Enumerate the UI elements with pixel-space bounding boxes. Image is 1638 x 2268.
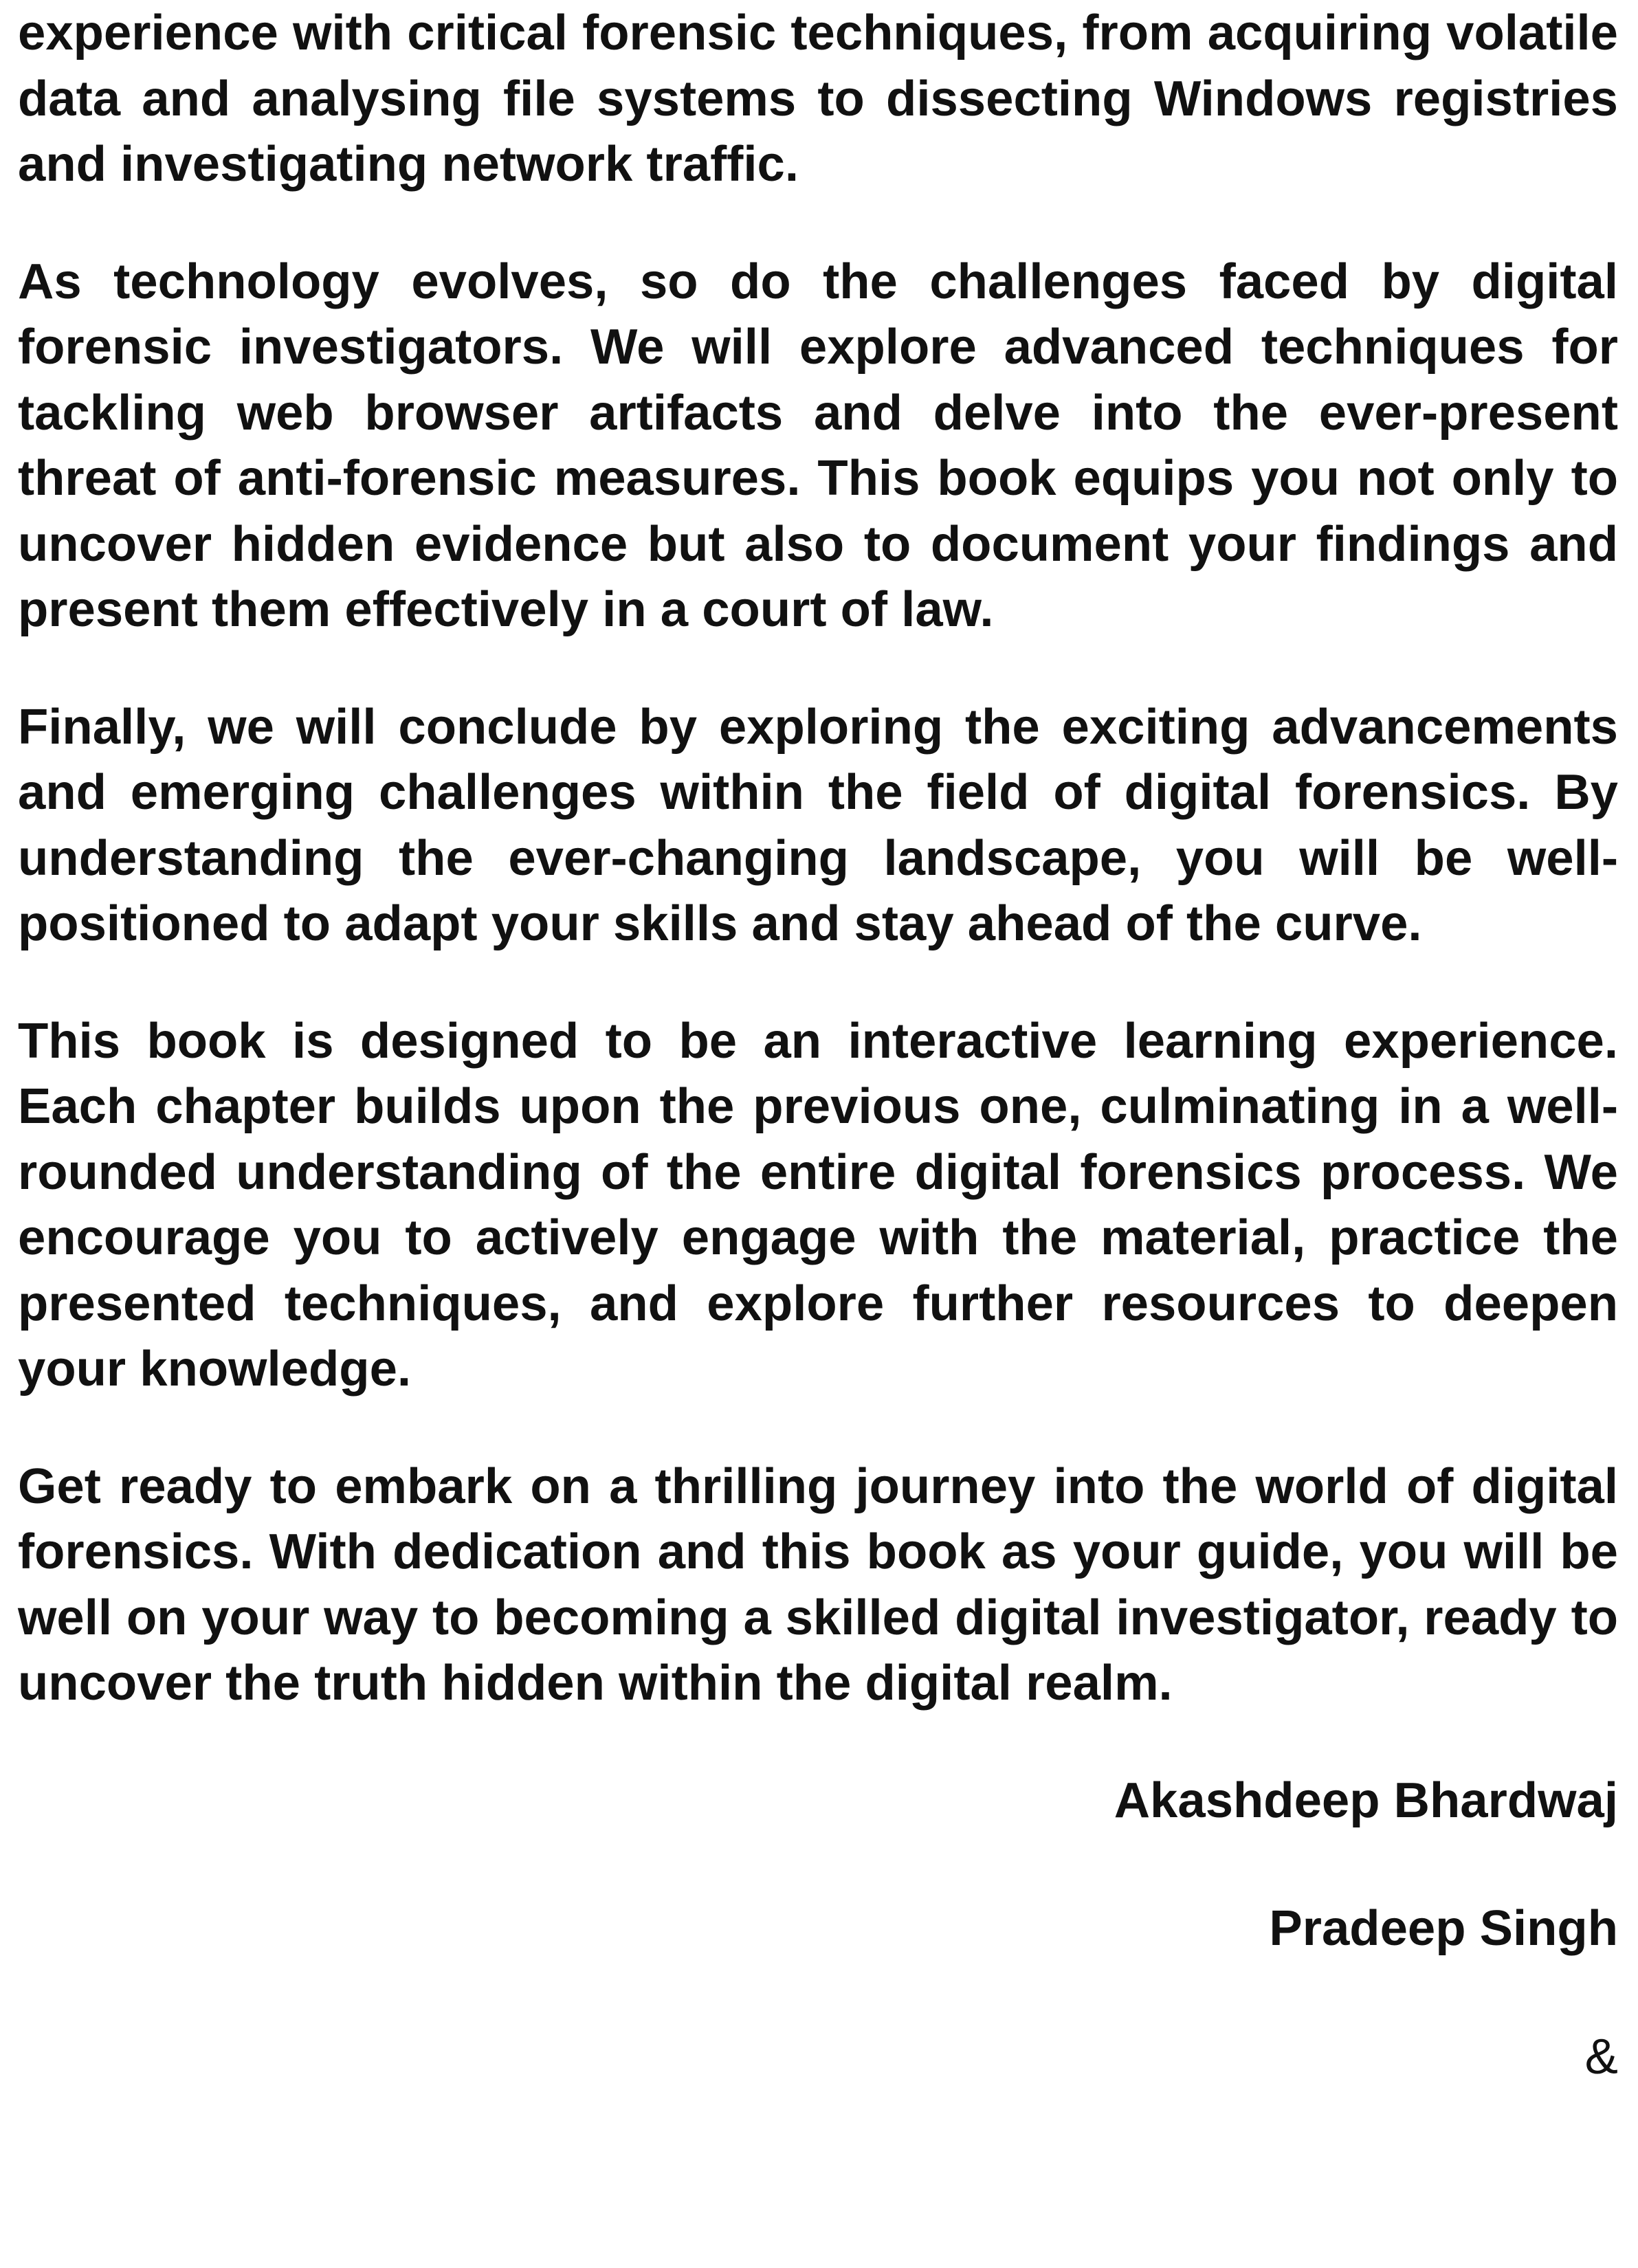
paragraph-conclusion: Finally, we will conclude by exploring the exciting advancements and emerging challenges within the field of digital forensics. By understanding the ever-changing landscape, you will be well-positioned to adapt your skills and stay ahead of the curve. [18,698,1618,951]
author-name-bhardwaj: Akashdeep Bhardwaj [1114,1772,1618,1828]
author-name-singh: Pradeep Singh [1269,1900,1618,1956]
paragraph-interactive-learning: This book is designed to be an interactive learning experience. Each chapter builds upon the previous one, culminating in a well-rounded understanding of the entire digital forensics process. We encourage you to actively engage with the material, practice the presented techniques, and explore further resources to deepen your knowledge. [18,1012,1618,1397]
paragraph-challenges: As technology evolves, so do the challenges faced by digital forensic investigators. We will explore advanced techniques for tackling web browser artifacts and delve into the ever-present threat of anti-forensic measures. This book equips you not only to uncover hidden evidence but also to document your findings and present them effectively in a court of law. [18,253,1618,637]
paragraph-techniques: experience with critical forensic techniques, from acquiring volatile data and analysing file systems to dissecting Windows registries and investigating network traffic. [18,5,1618,192]
ampersand-symbol: & [1584,2028,1618,2084]
document-page [18,0,1618,2089]
paragraph-get-ready: Get ready to embark on a thrilling journey into the world of digital forensics. With dedication and this book as your guide, you will be well on your way to becoming a skilled digital investigator, ready to uncover the truth hidden within the digital realm. [18,1458,1618,1711]
